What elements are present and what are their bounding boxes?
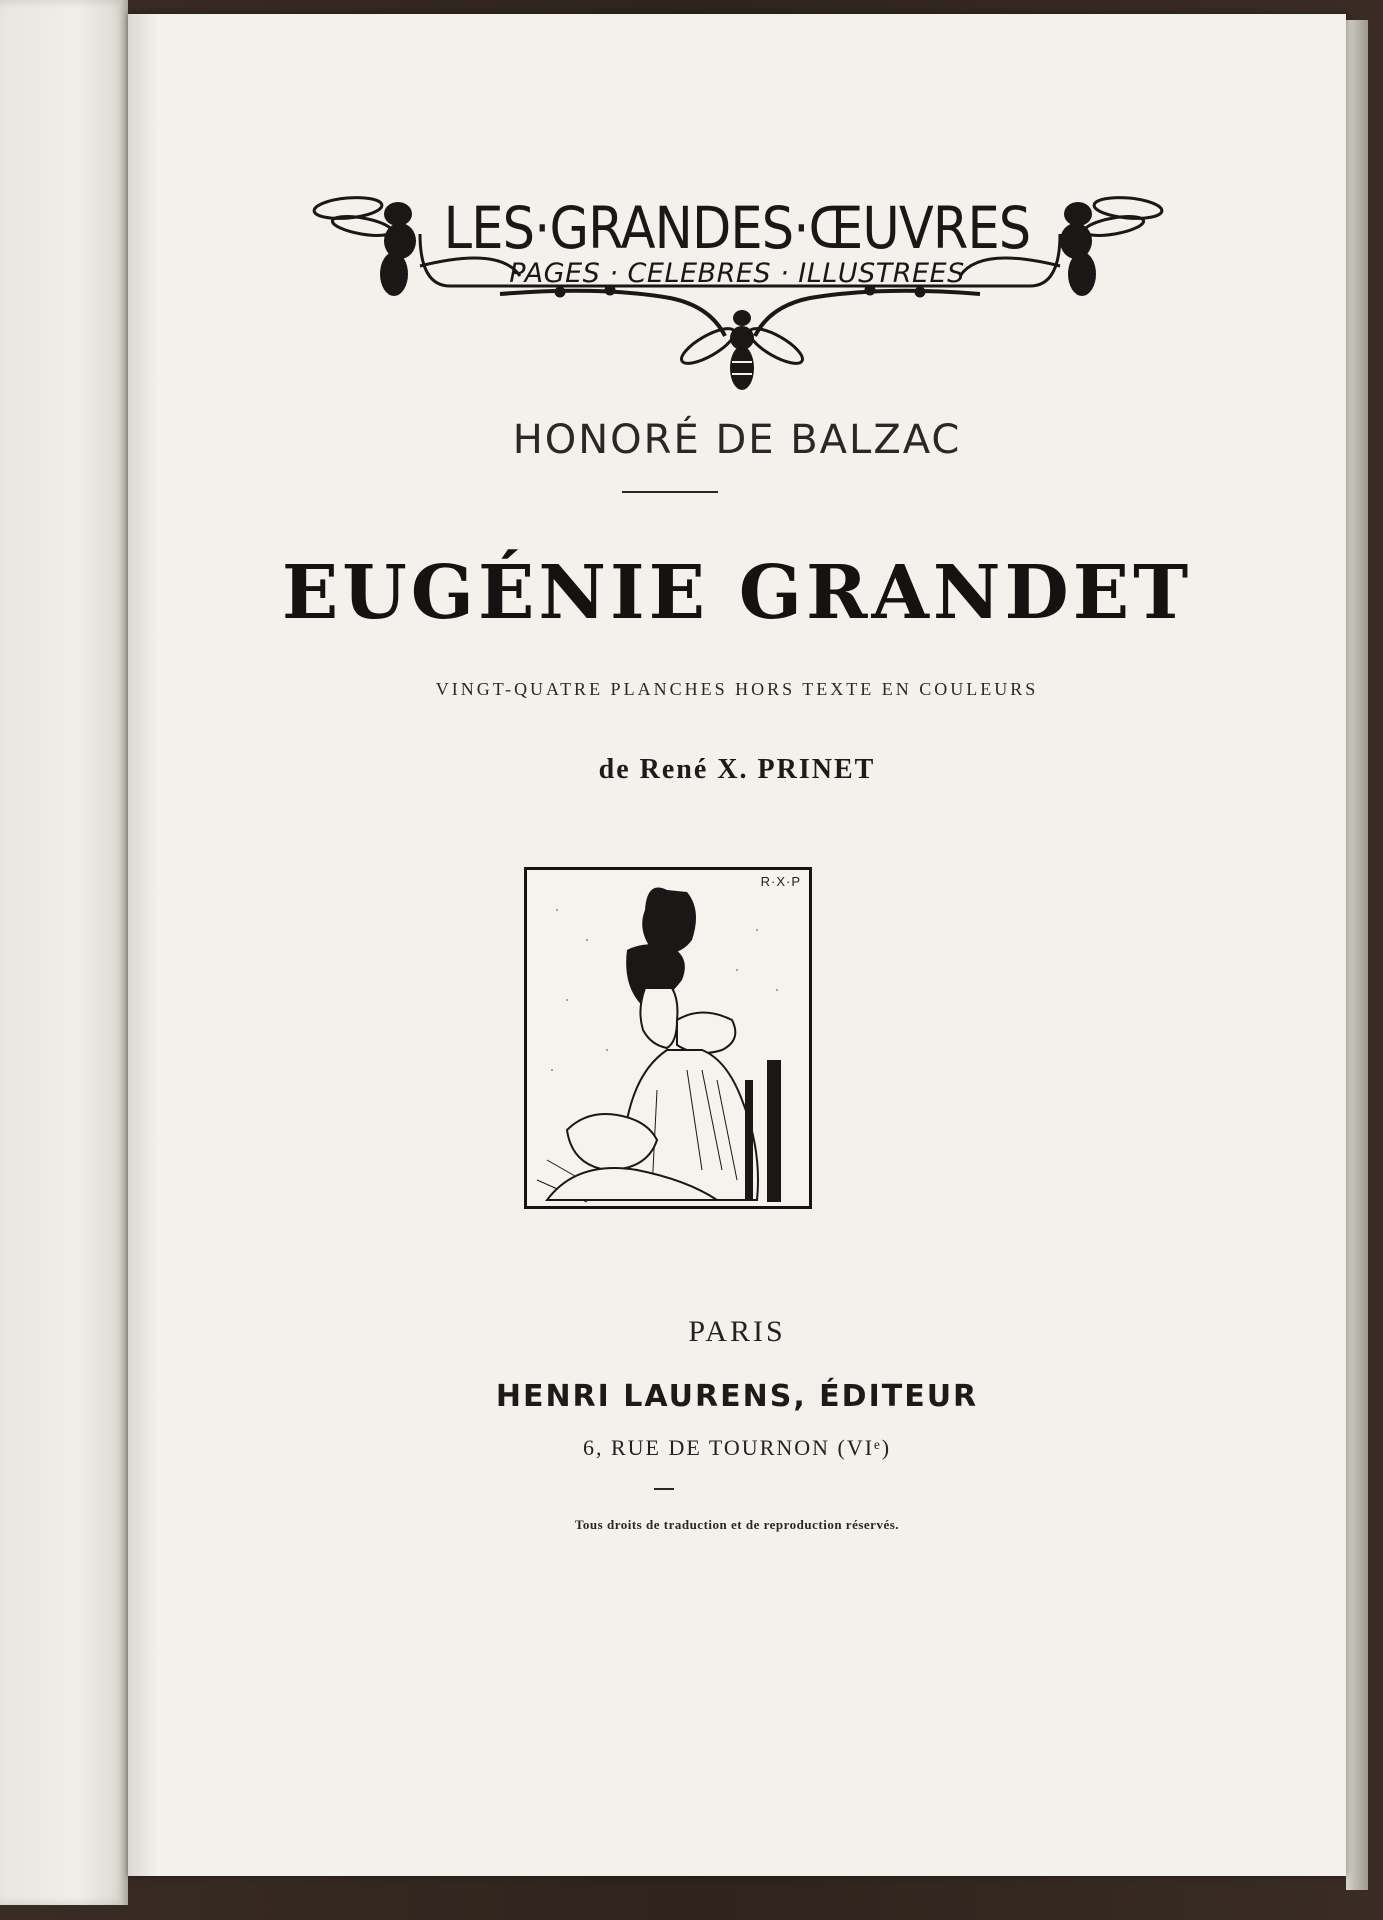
author-name: HONORÉ DE BALZAC — [512, 417, 962, 463]
title-page — [128, 14, 1346, 1876]
portrait-illustration — [524, 867, 812, 1209]
illustrator-credit: de René X. PRINET — [598, 754, 876, 785]
book-title: EUGÉNIE GRANDET — [281, 550, 1193, 636]
plates-note: VINGT-QUATRE PLANCHES HORS TEXTE EN COULEURS — [435, 679, 1039, 699]
illustrator-monogram: R·X·P — [760, 874, 801, 889]
imprint-address: 6, RUE DE TOURNON (VIᵉ) — [582, 1435, 892, 1460]
series-title: LES·GRANDES·ŒUVRES — [443, 194, 1031, 262]
divider-rule — [622, 491, 718, 493]
imprint-city: PARIS — [688, 1315, 786, 1348]
imprint-publisher: HENRI LAURENS, ÉDITEUR — [495, 1379, 979, 1414]
series-subtitle: PAGES · CELEBRES · ILLUSTREES — [509, 258, 965, 289]
left-page-edge — [0, 0, 128, 1905]
woman-sewing-drawing — [527, 870, 809, 1206]
rights-notice: Tous droits de traduction et de reproduction réservés. — [574, 1517, 900, 1532]
page-block-edge — [1346, 20, 1368, 1890]
imprint-rule — [654, 1488, 674, 1490]
